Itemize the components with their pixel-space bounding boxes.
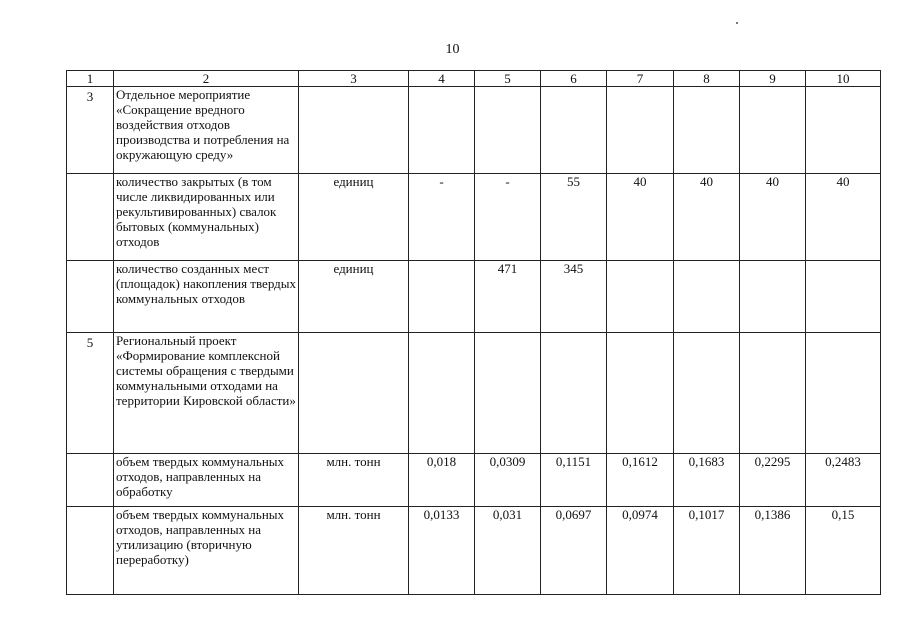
row-value: 0,15 bbox=[806, 507, 881, 595]
row-value: 0,2295 bbox=[740, 454, 806, 507]
table-header-row bbox=[67, 71, 881, 87]
row-value: 40 bbox=[607, 174, 674, 261]
column-header: 1 bbox=[67, 71, 114, 87]
row-value bbox=[475, 333, 541, 454]
table-row bbox=[67, 333, 881, 454]
row-value: 0,0309 bbox=[475, 454, 541, 507]
row-value bbox=[409, 261, 475, 333]
indicators-table bbox=[66, 70, 881, 595]
column-header: 3 bbox=[299, 71, 409, 87]
row-value bbox=[806, 261, 881, 333]
row-number bbox=[67, 261, 114, 333]
table-row bbox=[67, 261, 881, 333]
row-unit: единиц bbox=[299, 261, 409, 333]
row-number: 5 bbox=[67, 333, 114, 454]
row-unit: единиц bbox=[299, 174, 409, 261]
row-value bbox=[740, 333, 806, 454]
scan-speck bbox=[736, 22, 738, 24]
row-value: 55 bbox=[541, 174, 607, 261]
row-description: Отдельное мероприятие «Сокращение вредного воздействия отходов производства и потребления на окружающую среду» bbox=[114, 87, 299, 174]
row-number bbox=[67, 507, 114, 595]
row-value: 0,0133 bbox=[409, 507, 475, 595]
row-value: 471 bbox=[475, 261, 541, 333]
column-header: 4 bbox=[409, 71, 475, 87]
row-number bbox=[67, 454, 114, 507]
row-value bbox=[674, 261, 740, 333]
row-value bbox=[541, 333, 607, 454]
row-value: 40 bbox=[806, 174, 881, 261]
column-header: 6 bbox=[541, 71, 607, 87]
row-value: 0,0697 bbox=[541, 507, 607, 595]
row-value bbox=[607, 261, 674, 333]
row-value: 0,2483 bbox=[806, 454, 881, 507]
row-unit bbox=[299, 87, 409, 174]
row-value: 0,018 bbox=[409, 454, 475, 507]
column-header: 9 bbox=[740, 71, 806, 87]
table-row bbox=[67, 174, 881, 261]
row-value: - bbox=[475, 174, 541, 261]
row-value: 0,0974 bbox=[607, 507, 674, 595]
row-value: 0,031 bbox=[475, 507, 541, 595]
table-row bbox=[67, 87, 881, 174]
row-value bbox=[806, 87, 881, 174]
row-value bbox=[740, 87, 806, 174]
row-description: объем твердых коммунальных отходов, направленных на утилизацию (вторичную переработку) bbox=[114, 507, 299, 595]
row-description: количество закрытых (в том числе ликвидированных или рекультивированных) свалок бытовых (коммунальных) отходов bbox=[114, 174, 299, 261]
row-value: 40 bbox=[674, 174, 740, 261]
row-unit: млн. тонн bbox=[299, 507, 409, 595]
row-value: 0,1017 bbox=[674, 507, 740, 595]
row-description: Региональный проект «Формирование комплексной системы обращения с твердыми коммунальными отходами на территории Кировской области» bbox=[114, 333, 299, 454]
row-value: 40 bbox=[740, 174, 806, 261]
row-value bbox=[806, 333, 881, 454]
table-row bbox=[67, 507, 881, 595]
row-value bbox=[607, 333, 674, 454]
row-number bbox=[67, 174, 114, 261]
row-value bbox=[674, 333, 740, 454]
column-header: 7 bbox=[607, 71, 674, 87]
row-value bbox=[475, 87, 541, 174]
row-value: 345 bbox=[541, 261, 607, 333]
row-value bbox=[541, 87, 607, 174]
column-header: 8 bbox=[674, 71, 740, 87]
row-value: - bbox=[409, 174, 475, 261]
row-unit bbox=[299, 333, 409, 454]
row-value: 0,1683 bbox=[674, 454, 740, 507]
page-number: 10 bbox=[445, 42, 460, 57]
column-header: 10 bbox=[806, 71, 881, 87]
row-description: количество созданных мест (площадок) накопления твердых коммунальных отходов bbox=[114, 261, 299, 333]
row-description: объем твердых коммунальных отходов, направленных на обработку bbox=[114, 454, 299, 507]
row-value: 0,1612 bbox=[607, 454, 674, 507]
row-value bbox=[740, 261, 806, 333]
row-unit: млн. тонн bbox=[299, 454, 409, 507]
table-row bbox=[67, 454, 881, 507]
column-header: 5 bbox=[475, 71, 541, 87]
row-value bbox=[674, 87, 740, 174]
row-value bbox=[607, 87, 674, 174]
row-value: 0,1386 bbox=[740, 507, 806, 595]
row-number: 3 bbox=[67, 87, 114, 174]
row-value bbox=[409, 333, 475, 454]
column-header: 2 bbox=[114, 71, 299, 87]
row-value bbox=[409, 87, 475, 174]
row-value: 0,1151 bbox=[541, 454, 607, 507]
